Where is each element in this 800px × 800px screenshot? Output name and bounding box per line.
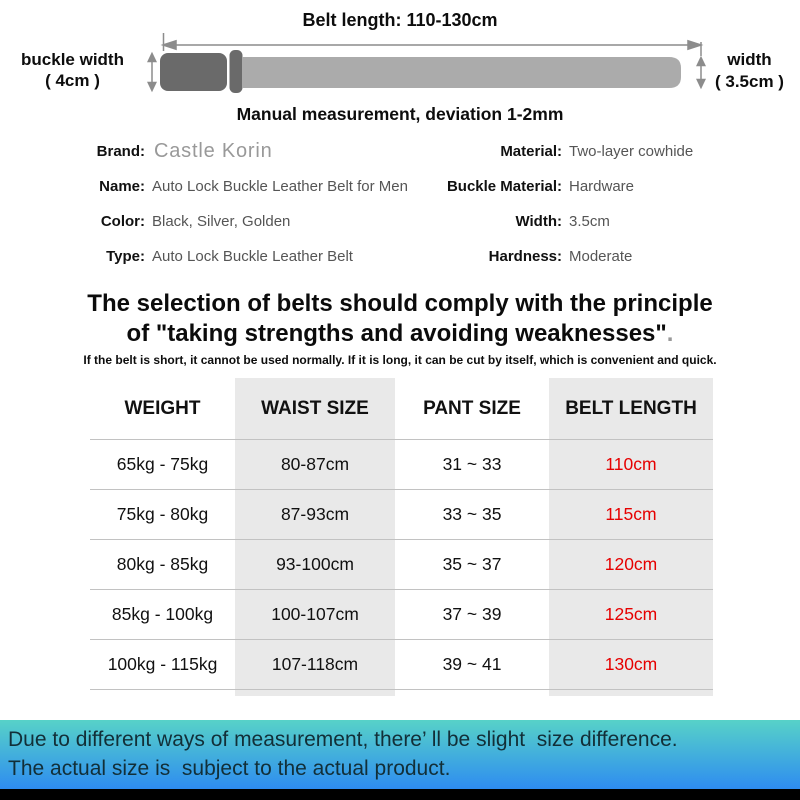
buckle-width-label-line2: ( 4cm )	[45, 71, 100, 90]
cell-pant: 31 ~ 33	[442, 454, 502, 474]
buckle-width-label-line1: buckle width	[21, 50, 124, 69]
belt-strap-shape	[242, 57, 681, 88]
cell-belt-length: 125cm	[604, 604, 658, 624]
spec-row-width	[428, 210, 788, 232]
table-row	[90, 590, 713, 640]
belt-buckle-shape	[160, 53, 227, 91]
size-table-grid	[90, 378, 713, 690]
disclaimer-banner	[0, 720, 800, 789]
header-pant-size: PANT SIZE	[423, 397, 521, 419]
cell-waist: 107-118cm	[271, 654, 359, 674]
cell-pant: 37 ~ 39	[442, 604, 502, 624]
table-row	[90, 490, 713, 540]
disclaimer-line2: The actual size is subject to the actual product.	[8, 757, 451, 780]
cell-weight: 100kg - 115kg	[107, 654, 218, 674]
spec-value-hardness: Moderate	[569, 247, 633, 265]
strap-width-label-line2: ( 3.5cm )	[715, 72, 784, 91]
spec-label-name: Name:	[99, 177, 145, 195]
cell-pant: 35 ~ 37	[442, 554, 502, 574]
cell-belt-length: 110cm	[605, 454, 657, 474]
headline-subline: If the belt is short, it cannot be used normally. If it is long, it can be cut by itself, which is convenient and quick.	[83, 353, 717, 367]
specs-left-column	[55, 140, 425, 267]
cell-belt-length: 120cm	[604, 554, 658, 574]
spec-row-brand	[55, 140, 425, 162]
cell-waist: 93-100cm	[276, 554, 354, 574]
spec-label-width: Width:	[515, 212, 562, 230]
spec-label-brand: Brand:	[96, 142, 145, 160]
bottom-black-bar	[0, 789, 800, 800]
header-weight: WEIGHT	[124, 397, 201, 419]
cell-belt-length: 130cm	[604, 654, 658, 674]
selection-headline	[0, 289, 800, 349]
spec-label-color: Color:	[100, 212, 145, 230]
spec-value-width: 3.5cm	[569, 212, 610, 230]
headline-line2: of "taking strengths and avoiding weaknesses".	[126, 320, 674, 347]
cell-waist: 100-107cm	[271, 604, 359, 624]
spec-row-material	[428, 140, 788, 162]
cell-waist: 80-87cm	[280, 454, 350, 474]
cell-weight: 85kg - 100kg	[111, 604, 214, 624]
headline-gray-period: .	[666, 320, 674, 347]
spec-row-name	[55, 175, 425, 197]
brand-logo: Castle Korin	[154, 139, 273, 162]
cell-pant: 33 ~ 35	[442, 504, 502, 524]
spec-value-name: Auto Lock Buckle Leather Belt for Men	[152, 177, 408, 195]
spec-row-hardness	[428, 245, 788, 267]
header-belt-length: BELT LENGTH	[565, 397, 697, 419]
spec-row-type	[55, 245, 425, 267]
cell-waist: 87-93cm	[280, 504, 350, 524]
headline-line1: The selection of belts should comply with the principle	[87, 290, 713, 317]
spec-label-buckle-material: Buckle Material:	[446, 177, 562, 195]
spec-value-buckle-material: Hardware	[569, 177, 635, 195]
buckle-width-arrow	[148, 54, 156, 91]
spec-label-type: Type:	[106, 247, 145, 265]
table-row	[90, 440, 713, 490]
cell-weight: 80kg - 85kg	[116, 554, 209, 574]
spec-value-color: Black, Silver, Golden	[152, 212, 291, 230]
specs-right-column	[428, 140, 788, 267]
strap-width-label	[701, 49, 798, 93]
belt-length-title: Belt length: 110-130cm	[302, 10, 498, 30]
spec-label-hardness: Hardness:	[488, 247, 562, 265]
spec-value-material: Two-layer cowhide	[569, 142, 694, 160]
disclaimer-line1: Due to different ways of measurement, there’ ll be slight size difference.	[8, 728, 678, 751]
belt-length-arrow	[163, 33, 701, 56]
cell-weight: 75kg - 80kg	[116, 504, 209, 524]
spec-label-material: Material:	[500, 142, 562, 160]
belt-keeper-shape	[230, 50, 243, 93]
size-table	[90, 378, 713, 696]
cell-weight: 65kg - 75kg	[116, 454, 209, 474]
header-waist-size: WAIST SIZE	[261, 397, 369, 419]
buckle-width-label	[5, 49, 140, 91]
table-row	[90, 540, 713, 590]
cell-pant: 39 ~ 41	[442, 654, 502, 674]
spec-value-type: Auto Lock Buckle Leather Belt	[152, 247, 353, 265]
measurement-note: Manual measurement, deviation 1-2mm	[236, 104, 564, 124]
cell-belt-length: 115cm	[605, 504, 657, 524]
spec-row-buckle-material	[428, 175, 788, 197]
strap-width-label-line1: width	[727, 50, 772, 69]
table-header-row	[90, 378, 713, 440]
spec-row-color	[55, 210, 425, 232]
table-row	[90, 640, 713, 690]
